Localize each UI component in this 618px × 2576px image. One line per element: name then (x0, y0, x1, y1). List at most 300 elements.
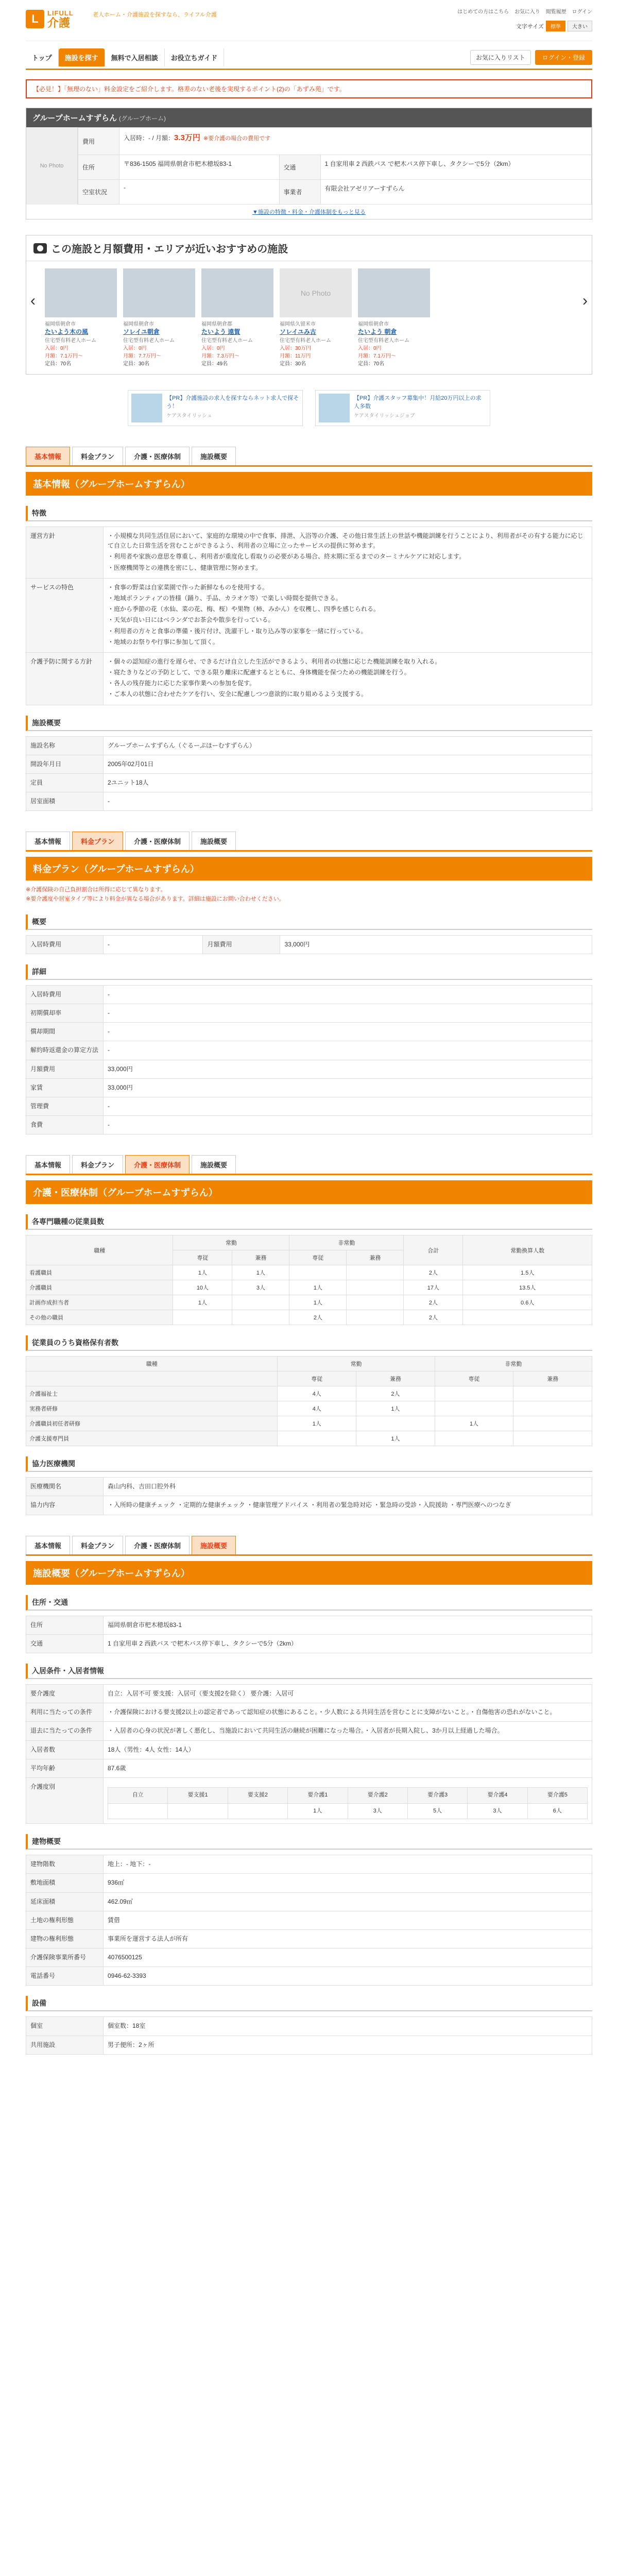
favorite-list-button[interactable]: お気に入りリスト (470, 50, 531, 65)
global-nav (26, 46, 592, 70)
grid-head: 自立 (108, 1787, 168, 1803)
facility-name: グループホームすずらん (32, 114, 117, 123)
info-value: 18人（男性：4人 女性：14人） (104, 1740, 592, 1759)
price-detail-title: 詳細 (26, 964, 592, 980)
tab-care[interactable]: 介護・医療体制 (125, 1536, 190, 1554)
top-link-login[interactable]: ログイン (572, 9, 592, 15)
building-title: 建物概要 (26, 1834, 592, 1850)
top-links (453, 7, 592, 15)
info-label: 建物の権利形態 (26, 1929, 104, 1948)
tab-basic[interactable]: 基本情報 (26, 832, 70, 850)
info-label: 医療機関名 (26, 1478, 104, 1496)
care-section-title: 介護・医療体制（グループホームすずらん） (26, 1180, 592, 1204)
grid-head: 要介護5 (527, 1787, 587, 1803)
grid-subhead: 専従 (278, 1371, 356, 1386)
cost-text: 入居時：- / 月額： (124, 134, 174, 142)
info-label: 平均年齢 (26, 1759, 104, 1777)
info-value: 福岡県朝倉市杷木穂坂83-1 (104, 1616, 592, 1634)
basic-section-title: 基本情報（グループホームすずらん） (26, 472, 592, 496)
feature-line: ・天気が良い日にはベランダでお茶会や散歩を行っている。 (108, 616, 274, 624)
grid-cell (347, 1280, 404, 1295)
font-size-label: 文字サイズ (516, 23, 544, 30)
feature-line: ・ご本人の状態に合わせたケアを行い、安全に配慮しつつ意欲的に取り組めるよう支援する。 (108, 690, 368, 698)
grid-subhead: 兼務 (347, 1250, 404, 1265)
info-label: 敷地面積 (26, 1874, 104, 1892)
price-label: 食費 (26, 1116, 104, 1134)
info-value: 0946-62-3393 (104, 1967, 592, 1986)
recommended-facilities (26, 235, 592, 375)
grid-head: 要支援2 (228, 1787, 287, 1803)
more-details-link[interactable]: ▼施設の特徴・料金・介護体制をもっと見る (252, 209, 366, 215)
medical-table (26, 1477, 592, 1515)
reco-card-area: 福岡県朝倉郡 (201, 321, 232, 327)
reco-card-room: 定員：30名 (123, 361, 150, 367)
price-value: - (104, 1004, 592, 1022)
grid-cell: 1人 (288, 1803, 348, 1819)
grid-cell: 5人 (407, 1803, 467, 1819)
tab-basic[interactable]: 基本情報 (26, 1536, 70, 1554)
info-label: 電話番号 (26, 1967, 104, 1986)
price-label: 管理費 (26, 1097, 104, 1115)
carousel-prev-icon[interactable]: ‹ (30, 292, 36, 309)
info-value: 個室数：18室 (104, 2017, 592, 2036)
reco-card-room: 定員：70名 (358, 361, 385, 367)
reco-card[interactable] (201, 268, 273, 367)
reco-card-area: 福岡県朝倉市 (45, 321, 76, 327)
grid-cell (347, 1265, 404, 1280)
reco-card-kind: 住宅型有料老人ホーム (123, 338, 175, 344)
grid-cell (513, 1431, 592, 1446)
grid-cell: 1人 (289, 1280, 347, 1295)
reco-card[interactable] (45, 268, 117, 367)
grid-head: 要支援1 (168, 1787, 228, 1803)
qualification-table (26, 1356, 592, 1446)
table-row (26, 1431, 592, 1446)
reco-card[interactable] (358, 268, 430, 367)
grid-cell (435, 1401, 513, 1416)
feature-line: ・寝たきりなどの予防として、できる限り離床に配慮するとともに、身体機能を保つための機能訓練を行う。 (108, 669, 410, 676)
table-row (26, 1310, 592, 1325)
qualification-title: 従業員のうち資格保有者数 (26, 1335, 592, 1351)
reco-card-entry: 入居：0円 (123, 346, 147, 351)
price-label: 家賃 (26, 1078, 104, 1097)
grid-head: 職種 (26, 1235, 173, 1265)
feature-line: ・小規模な共同生活住居において、家庭的な環境の中で食事、排泄、入浴等の介護、その他日常生活上の世話や機能訓練を行うことにより、利用者がその有する能力に応じて自立した日常生活を営むことができるよう、利用者の立場に立ったサービスの提供に努めます。 (108, 532, 583, 550)
reco-card-month: 月額：11万円 (280, 353, 311, 359)
reco-card-image: No Photo (280, 268, 352, 317)
monthly-cost-value: 33,000円 (280, 935, 592, 954)
reco-card-name[interactable]: たいよう 朝倉 (358, 328, 397, 335)
info-value: 2005年02月01日 (104, 755, 592, 773)
location-title: 住所・交通 (26, 1595, 592, 1611)
grid-head: 常勤換算人数 (463, 1235, 592, 1265)
traffic-value: 1 自家用車 2 西鉄バス で杷木バス停下車し、タクシーで5分（2km） (320, 155, 592, 180)
reco-card-month: 月額：7.1万円～ (45, 353, 83, 359)
grid-role: 実務者研修 (26, 1401, 278, 1416)
grid-cell: 1人 (356, 1431, 435, 1446)
grid-head: 要介護4 (468, 1787, 527, 1803)
price-label: 解約時返還金の算定方法 (26, 1041, 104, 1060)
info-label: 交通 (26, 1634, 104, 1653)
reco-card-kind: 住宅型有料老人ホーム (280, 338, 331, 344)
info-label: 建物階数 (26, 1855, 104, 1874)
info-value: 2ユニット18人 (104, 774, 592, 792)
banner-text: 【PR】介護スタッフ募集中！月給20万円以上の求人多数 (354, 395, 482, 410)
font-size-standard-button[interactable]: 標準 (546, 21, 565, 31)
tab-price[interactable]: 料金プラン (72, 1536, 123, 1554)
info-value: 1 自家用車 2 西鉄バス で杷木バス停下車し、タクシーで5分（2km） (104, 1634, 592, 1653)
feature-label: 介護予防に関する方針 (26, 652, 104, 705)
facility-type[interactable]: (グループホーム) (118, 115, 166, 122)
info-value: 87.6歳 (104, 1759, 592, 1777)
top-link-guide[interactable]: はじめての方はこちら (457, 9, 509, 15)
info-label: 住所 (26, 1616, 104, 1634)
info-label: 入居者数 (26, 1740, 104, 1759)
grid-role: 計画作成担当者 (26, 1295, 173, 1310)
reco-card-name[interactable]: ソレイユみ古 (280, 328, 316, 335)
price-note: ※要介護の場合の費用です (203, 135, 271, 142)
grid-cell: 3人 (348, 1803, 407, 1819)
grid-cell (513, 1386, 592, 1401)
grid-cell: 1人 (356, 1401, 435, 1416)
cost-label: 費用 (78, 128, 119, 155)
grid-role: 介護福祉士 (26, 1386, 278, 1401)
table-row (26, 1280, 592, 1295)
reco-card[interactable] (123, 268, 195, 367)
carousel-next-icon[interactable]: › (582, 292, 588, 309)
grid-head: 非常勤 (435, 1357, 592, 1371)
traffic-label: 交通 (279, 155, 320, 180)
grid-cell: 17人 (404, 1280, 463, 1295)
nav-top[interactable]: トップ (26, 48, 59, 66)
tab-care[interactable]: 介護・医療体制 (125, 832, 190, 850)
reco-card-room: 定員：30名 (280, 361, 306, 367)
notice-banner[interactable]: 【必見！】「無理のない」料金設定をご紹介します。格差のない老後を実現するポイント(2)の「あずみ苑」です。 (26, 79, 592, 98)
nav-consult[interactable]: 無料で入居相談 (105, 48, 165, 66)
summary-table (78, 127, 592, 205)
grid-cell: 3人 (468, 1803, 527, 1819)
pr-banners (26, 390, 592, 426)
feature-label: サービスの特色 (26, 578, 104, 652)
price-label: 償却期間 (26, 1023, 104, 1041)
tab-price[interactable]: 料金プラン (72, 447, 123, 465)
location-table (26, 1616, 592, 1653)
info-value: ・介護保険における要支援2以上の認定者であって認知症の状態にあること。・少人数による共同生活を営むことに支障がないこと。・自傷他害の恐れがないこと。 (104, 1703, 592, 1722)
feature-line: ・利用者の方々と食事の準備・後片付け、洗濯干し・取り込み等の家事を一緒に行っている。 (108, 627, 367, 635)
price-value: 33,000円 (104, 1060, 592, 1078)
reco-card-month: 月額：7.1万円～ (358, 353, 396, 359)
tab-care[interactable]: 介護・医療体制 (125, 447, 190, 465)
overview-section-title: 施設概要（グループホームすずらん） (26, 1561, 592, 1585)
info-label: 利用に当たっての条件 (26, 1703, 104, 1722)
grid-cell (347, 1310, 404, 1325)
info-value: グループホームすずらん（ぐるーぷほーむすずらん） (104, 736, 592, 755)
reco-card-room: 定員：49名 (201, 361, 228, 367)
entry-cost-value: - (104, 935, 203, 954)
grid-cell (435, 1386, 513, 1401)
reco-card-entry: 入居：0円 (358, 346, 382, 351)
feature-line: ・各人の残存能力に応じた家事作業への参加を促す。 (108, 680, 256, 687)
price-label: 入居時費用 (26, 985, 104, 1004)
info-label: 介護度別 (26, 1777, 104, 1823)
grid-cell: 1.5人 (463, 1265, 592, 1280)
tab-overview[interactable]: 施設概要 (192, 1536, 236, 1554)
reco-card[interactable] (280, 268, 352, 367)
tab-overview[interactable]: 施設概要 (192, 447, 236, 465)
grid-subhead: 専従 (289, 1250, 347, 1265)
grid-cell (289, 1265, 347, 1280)
grid-subhead: 専従 (435, 1371, 513, 1386)
banner-sub: ケアスタイリッシュ (166, 413, 212, 419)
facility-summary (26, 108, 592, 219)
grid-cell: 6人 (527, 1803, 587, 1819)
info-label: 共用施設 (26, 2036, 104, 2054)
info-label: 要介護度 (26, 1685, 104, 1703)
grid-cell (108, 1803, 168, 1819)
info-value: 森山内科、吉田口腔外科 (104, 1478, 592, 1496)
feature-line: ・地域ボランティアの皆様（踊り、手品、カラオケ等）で楽しい時間を提供できる。 (108, 594, 342, 602)
grid-cell: 2人 (289, 1310, 347, 1325)
reco-card-kind: 住宅型有料老人ホーム (45, 338, 96, 344)
grid-subhead: 兼務 (232, 1250, 289, 1265)
grid-head: 要介護3 (407, 1787, 467, 1803)
grid-cell: 2人 (404, 1265, 463, 1280)
reco-card-entry: 入居：30万円 (280, 346, 312, 351)
price-value: - (104, 1041, 592, 1060)
feature-line: ・利用者や家族の意思を尊重し、利用者が重度化し看取りの必要がある場合、終末期に至るまでのターミナルケアに対応します。 (108, 553, 466, 561)
top-link-favorite[interactable]: お気に入り (514, 9, 540, 15)
grid-cell: 3人 (232, 1280, 289, 1295)
reco-card-name[interactable]: ソレイユ朝倉 (123, 328, 160, 335)
table-row (26, 1416, 592, 1431)
grid-cell: 1人 (435, 1416, 513, 1431)
status-value: - (119, 180, 280, 205)
reco-card-area: 福岡県朝倉市 (358, 321, 389, 327)
price-value: - (104, 985, 592, 1004)
price-label: 初期償却率 (26, 1004, 104, 1022)
tab-care[interactable]: 介護・医療体制 (125, 1155, 190, 1174)
grid-cell (356, 1416, 435, 1431)
facility-info-title: 施設概要 (26, 716, 592, 731)
info-value: 462.09㎡ (104, 1892, 592, 1911)
entry-cost-label: 入居時費用 (26, 935, 104, 954)
tab-basic[interactable]: 基本情報 (26, 447, 70, 465)
price-detail-table (26, 985, 592, 1135)
info-value: ・入居者の心身の状況が著しく悪化し、当施設において共同生活の継続が困難になった場合。・入居者が長期入院し、3か月以上経過した場合。 (104, 1722, 592, 1740)
nav-search[interactable]: 施設を探す (59, 48, 105, 66)
tab-price[interactable]: 料金プラン (72, 832, 123, 850)
price-note-line: ※要介護度や居室タイプ等により料金が異なる場合があります。詳細は施設にお問い合わせください。 (26, 895, 285, 902)
grid-cell (168, 1803, 228, 1819)
features-table (26, 527, 592, 705)
grid-head: 常勤 (173, 1235, 289, 1250)
reco-card-name[interactable]: たいよう 遠賀 (201, 328, 241, 335)
building-table (26, 1855, 592, 1986)
reco-card-entry: 入居：0円 (45, 346, 68, 351)
price-value: - (104, 1097, 592, 1115)
monthly-cost-label: 月額費用 (203, 935, 280, 954)
address-value: 〒836-1505 福岡県朝倉市杷木穂坂83-1 (119, 155, 280, 180)
grid-head: 要介護2 (348, 1787, 407, 1803)
grid-subhead: 専従 (173, 1250, 232, 1265)
info-label: 介護保険事業所番号 (26, 1948, 104, 1967)
grid-cell: 4人 (278, 1401, 356, 1416)
banner-text: 【PR】介護施設の求人を探すならネット求人で探そう！ (166, 395, 299, 410)
info-label: 個室 (26, 2017, 104, 2036)
medical-title: 協力医療機関 (26, 1456, 592, 1472)
grid-role: その他の職員 (26, 1310, 173, 1325)
grid-cell (278, 1431, 356, 1446)
grid-cell (347, 1295, 404, 1310)
staff-table (26, 1235, 592, 1325)
info-value: ・入所時の健康チェック ・定期的な健康チェック ・健康管理アドバイス ・利用者の緊急時対応 ・緊急時の受診・入院援助 ・専門医療へのつなぎ (104, 1496, 592, 1515)
staff-title: 各専門職種の従業員数 (26, 1214, 592, 1230)
info-label: 協力内容 (26, 1496, 104, 1515)
info-value: 自立：入居不可 要支援：入居可（要支援2を除く） 要介護：入居可 (104, 1685, 592, 1703)
reco-card-kind: 住宅型有料老人ホーム (358, 338, 409, 344)
feature-line: ・医療機関等との連携を密にし、健康管理に努めます。 (108, 564, 262, 571)
tab-price[interactable]: 料金プラン (72, 1155, 123, 1174)
reco-card-month: 月額：7.3万円～ (201, 353, 239, 359)
facility-info-table (26, 736, 592, 811)
info-label: 開設年月日 (26, 755, 104, 773)
grid-cell (173, 1310, 232, 1325)
table-row (26, 1401, 592, 1416)
price-summary-title: 概要 (26, 914, 592, 930)
grid-subhead: 兼務 (356, 1371, 435, 1386)
facility-photo: No Photo (26, 127, 78, 205)
status-label: 空室状況 (78, 180, 119, 205)
feature-line: ・個々の認知症の進行を遅らせ、できるだけ自立した生活ができるよう、利用者の状態に応じた機能訓練を取り入れる。 (108, 657, 441, 665)
address-label: 住所 (78, 155, 119, 180)
info-value: - (104, 792, 592, 811)
grid-role: 介護支援専門員 (26, 1431, 278, 1446)
info-value: 936㎡ (104, 1874, 592, 1892)
tab-basic[interactable]: 基本情報 (26, 1155, 70, 1174)
grid-cell (228, 1803, 287, 1819)
operator-label: 事業者 (279, 180, 320, 205)
nav-guide[interactable]: お役立ちガイド (165, 48, 225, 66)
grid-cell: 2人 (404, 1295, 463, 1310)
grid-cell: 2人 (356, 1386, 435, 1401)
price-note-line: ※介護保険の自己負担割合は所得に応じて異なります。 (26, 887, 166, 893)
grid-cell (463, 1310, 592, 1325)
price-summary-table (26, 935, 592, 954)
grid-cell: 1人 (289, 1295, 347, 1310)
tab-overview[interactable]: 施設概要 (192, 832, 236, 850)
banner-sub: ケアスタイリッシュジョブ (354, 413, 415, 419)
login-button[interactable]: ログイン・登録 (535, 50, 592, 65)
grid-head: 合計 (404, 1235, 463, 1265)
price-value: - (104, 1116, 592, 1134)
table-row (26, 1295, 592, 1310)
camera-icon (33, 243, 47, 253)
grid-cell (232, 1295, 289, 1310)
font-size-switcher (516, 21, 592, 31)
grid-head: 職種 (26, 1357, 278, 1371)
grid-cell: 2人 (404, 1310, 463, 1325)
conditions-table (26, 1684, 592, 1824)
feature-label: 運営方針 (26, 527, 104, 579)
info-value: 賃借 (104, 1911, 592, 1929)
logo-text-line1: LIFULL (47, 9, 74, 17)
reco-card-name[interactable]: たいよう木の風 (45, 328, 89, 335)
feature-line: ・食事の野菜は自家菜園で作った新鮮なものを使用する。 (108, 583, 269, 591)
detail-tabs (26, 832, 592, 852)
info-value: 事業所を運営する法人が所有 (104, 1929, 592, 1948)
grid-role: 介護職員 (26, 1280, 173, 1295)
care-level-table (108, 1787, 588, 1819)
grid-role: 介護職員初任者研修 (26, 1416, 278, 1431)
grid-cell: 4人 (278, 1386, 356, 1401)
info-label: 退去に当たっての条件 (26, 1722, 104, 1740)
feature-line: ・庭から季節の花（水仙、菜の花、梅、桜）や果物（柿、みかん）を収穫し、四季を感じられる。 (108, 605, 380, 613)
reco-card-area: 福岡県朝倉市 (123, 321, 154, 327)
reco-card-kind: 住宅型有料老人ホーム (201, 338, 253, 344)
info-value: 地上：- 地下：- (104, 1855, 592, 1874)
info-label: 定員 (26, 774, 104, 792)
grid-cell (513, 1416, 592, 1431)
operator-value: 有限会社アゼリアーすずらん (320, 180, 592, 205)
table-row (26, 1265, 592, 1280)
table-row (26, 1386, 592, 1401)
equipment-table (26, 2016, 592, 2054)
price-value: 33,000円 (104, 1078, 592, 1097)
reco-card-room: 定員：70名 (45, 361, 72, 367)
site-logo[interactable] (26, 9, 74, 29)
top-link-history[interactable]: 閲覧履歴 (545, 9, 566, 15)
tab-overview[interactable]: 施設概要 (192, 1155, 236, 1174)
grid-role: 看護職員 (26, 1265, 173, 1280)
grid-cell: 1人 (173, 1295, 232, 1310)
facility-summary-header (26, 108, 592, 127)
info-label: 施設名称 (26, 736, 104, 755)
pr-banner[interactable] (128, 390, 303, 426)
pr-banner[interactable] (315, 390, 490, 426)
price-section-title: 料金プラン（グループホームすずらん） (26, 857, 592, 880)
price-value: - (104, 1023, 592, 1041)
feature-line: ・地域のお祭りや行事に参加して頂く。 (108, 638, 219, 646)
equipment-title: 設備 (26, 1996, 592, 2011)
detail-tabs (26, 447, 592, 467)
font-size-large-button[interactable]: 大きい (568, 21, 592, 31)
grid-cell: 1人 (173, 1265, 232, 1280)
grid-subhead: 兼務 (513, 1371, 592, 1386)
reco-card-entry: 入居：0円 (201, 346, 225, 351)
grid-head: 要介護1 (288, 1787, 348, 1803)
banner-image (319, 394, 350, 422)
conditions-title: 入居条件・入居者情報 (26, 1664, 592, 1679)
grid-cell (513, 1401, 592, 1416)
grid-head: 常勤 (278, 1357, 435, 1371)
grid-cell: 10人 (173, 1280, 232, 1295)
grid-cell (435, 1431, 513, 1446)
logo-text-line2: 介護 (47, 16, 71, 29)
detail-tabs (26, 1536, 592, 1556)
monthly-price: 3.3万円 (174, 133, 200, 142)
recommended-title: この施設と月額費用・エリアが近いおすすめの施設 (51, 244, 288, 255)
grid-cell: 13.5人 (463, 1280, 592, 1295)
grid-cell (232, 1310, 289, 1325)
info-label: 居室面積 (26, 792, 104, 811)
reco-card-image (201, 268, 273, 317)
info-label: 延床面積 (26, 1892, 104, 1911)
info-value: 男子便所：2ヶ所 (104, 2036, 592, 2054)
grid-cell: 0.6人 (463, 1295, 592, 1310)
grid-cell: 1人 (232, 1265, 289, 1280)
grid-cell: 1人 (278, 1416, 356, 1431)
reco-card-image (358, 268, 430, 317)
